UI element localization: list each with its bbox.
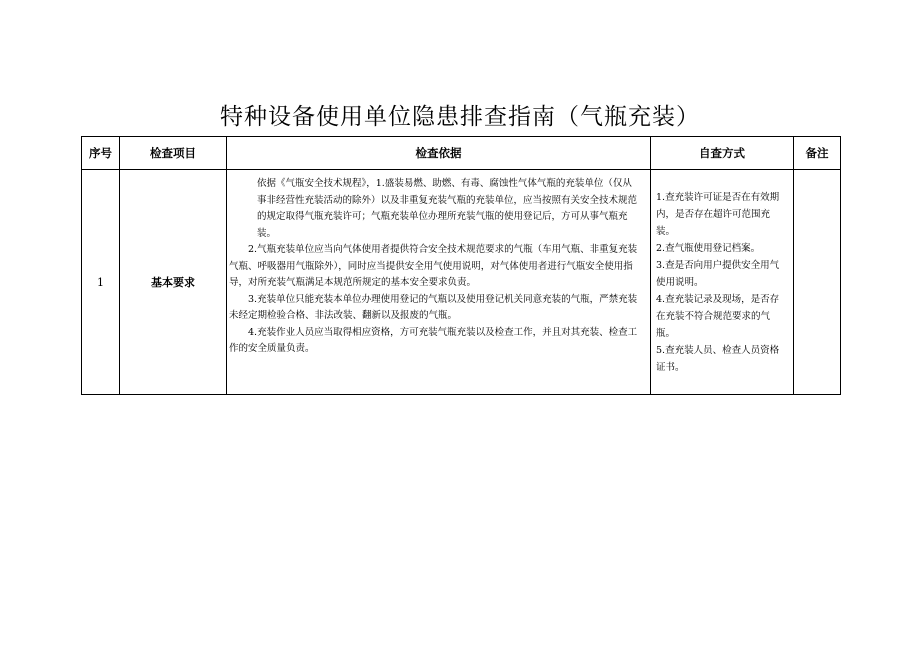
row-seq: 1	[82, 170, 120, 395]
table-header-row	[82, 137, 841, 170]
page-title: 特种设备使用单位隐患排查指南（气瓶充装）	[220, 104, 700, 130]
header-item: 检查项目	[120, 137, 227, 170]
basis-paragraph: 依据《气瓶安全技术规程》，1.盛装易燃、助燃、有毒、腐蚀性气体气瓶的充装单位（仅从事非经营性充装活动的除外）以及非重复充装气瓶的充装单位，应当按照有关安全技术规范的规定取得气瓶充装许可；气瓶充装单位办理所充装气瓶的使用登记后，方可从事气瓶充装。	[257, 178, 638, 239]
header-basis: 检查依据	[227, 137, 651, 170]
header-method: 自查方式	[651, 137, 794, 170]
row-remark	[794, 170, 841, 395]
header-seq: 序号	[82, 137, 120, 170]
method-item: 5.查充装人员、检查人员资格证书。	[656, 344, 780, 373]
method-item: 4.查充装记录及现场，是否存在充装不符合规范要求的气瓶。	[656, 293, 780, 339]
method-item: 1.查充装许可证是否在有效期内，是否存在超许可范围充装。	[656, 191, 780, 237]
method-item: 3.查是否向用户提供安全用气使用说明。	[656, 259, 780, 288]
row-basis	[227, 170, 651, 395]
row-item: 基本要求	[120, 170, 227, 395]
basis-paragraph: 4.充装作业人员应当取得相应资格，方可充装气瓶充装以及检查工作，并且对其充装、检查工作的安全质量负责。	[229, 326, 638, 354]
table-row	[82, 170, 841, 395]
basis-paragraph: 3.充装单位只能充装本单位办理使用登记的气瓶以及使用登记机关同意充装的气瓶，严禁充装未经定期检验合格、非法改装、翻新以及报废的气瓶。	[229, 293, 638, 321]
header-remark: 备注	[794, 137, 841, 170]
inspection-table	[81, 136, 841, 395]
row-method	[651, 170, 794, 395]
method-item: 2.查气瓶使用登记档案。	[656, 242, 761, 254]
basis-paragraph: 2.气瓶充装单位应当向气体使用者提供符合安全技术规范要求的气瓶（车用气瓶、非重复充装气瓶、呼吸器用气瓶除外），同时应当提供安全用气使用说明，对气体使用者进行气瓶安全使用指导，对所充装气瓶满足本规范所规定的基本安全要求负责。	[229, 244, 638, 288]
